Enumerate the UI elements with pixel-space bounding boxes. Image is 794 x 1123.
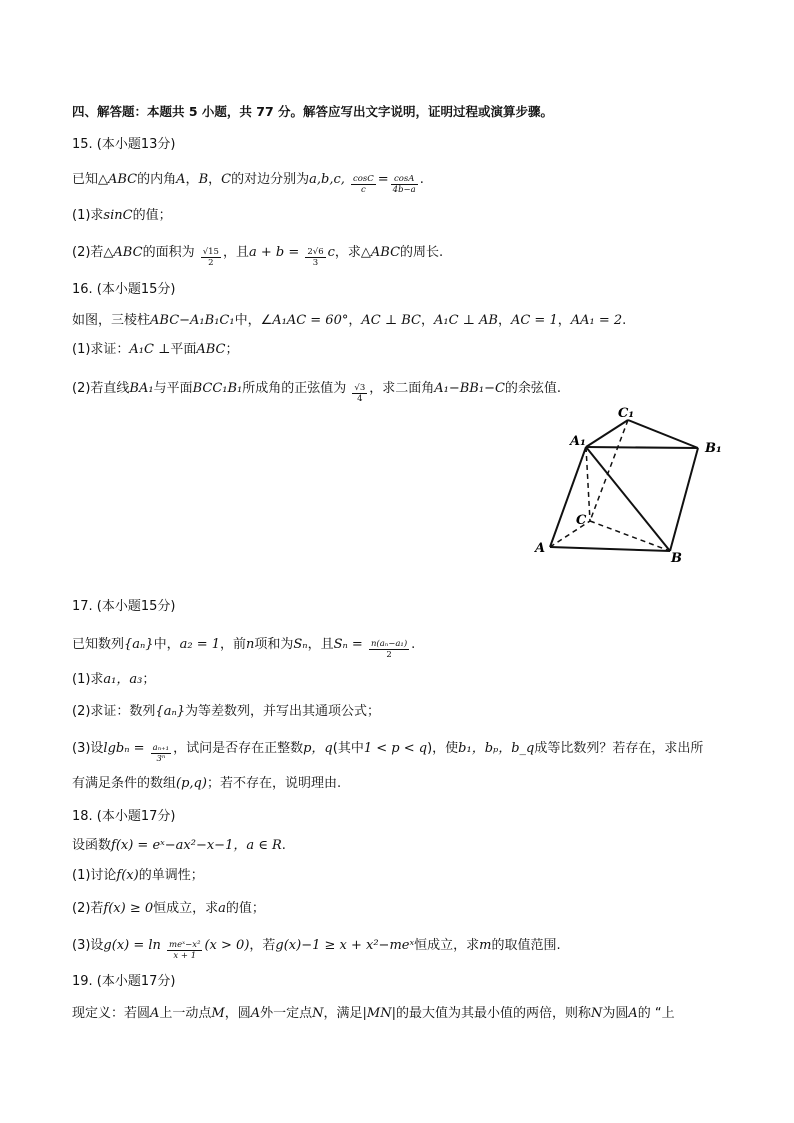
label-c1: C₁ (618, 406, 635, 421)
label-a1: A₁ (570, 434, 586, 449)
q18-heading: 18. (本小题17分) (72, 809, 176, 824)
fraction-area: $\frac{√15}{2}$ (202, 247, 219, 268)
fraction-sqrt3-over-4: $\frac{√3}{4}$ (354, 383, 366, 404)
q17-heading: 17. (本小题15分) (72, 599, 176, 614)
edge-c1-c (590, 420, 628, 521)
label-a: A (535, 541, 546, 556)
edge-b1-b (670, 448, 698, 551)
q15-heading: 15. (本小题13分) (72, 137, 176, 152)
q18-stem: 设函数f(x) = eˣ−ax²−x−1，a ∈ R. (72, 838, 286, 853)
edge-a1-a (550, 447, 586, 547)
q16-part2: (2)若直线BA₁与平面BCC₁B₁所成角的正弦值为 $\frac{√3}{4}$ ，求二面角A₁−BB₁−C的余弦值. (72, 381, 562, 404)
q18-part3: (3)设g(x) = ln $\frac{\text{meˣ−x²}}{x + 1}$ (x > 0)，若g(x)−1 ≥ x + x²−meˣ恒成立，求m的取值范围. (72, 938, 561, 961)
q19-stem: 现定义：若圆A上一动点M，圆A外一定点N，满足|MN|的最大值为其最小值的两倍，则称N为圆A的 “上 (72, 1006, 675, 1021)
q17-part3: (3)设lgbₙ = $\frac{\text{aₙ₊₁}}{\text{3ⁿ}}$ ，试问是否存在正整数p，q(其中1 < p < q)，使b₁，bₚ，b_q成等比数列？若存在，求出所 (72, 741, 704, 764)
label-c: C (576, 513, 587, 528)
label-b1: B₁ (705, 441, 722, 456)
fraction-log-arg: $\frac{\text{meˣ−x²}}{x + 1}$ (169, 940, 201, 961)
q19-heading: 19. (本小题17分) (72, 974, 176, 989)
q17-part2: (2)求证：数列{aₙ}为等差数列，并写出其通项公式； (72, 704, 380, 719)
fraction-cosc-over-c: $\frac{\cos C}{c}$ (353, 174, 374, 195)
q18-part2: (2)若f(x) ≥ 0恒成立，求a的值； (72, 901, 265, 916)
label-b: B (671, 551, 682, 566)
q16-part1: (1)求证：A₁C ⊥平面ABC； (72, 342, 239, 357)
q15-part1: (1)求sinC的值； (72, 208, 172, 223)
q17-part1: (1)求a₁，a₃； (72, 672, 156, 687)
q15-part2: (2)若△ABC的面积为 $\frac{√15}{2}$ ，且a + b = $\frac{2√6}{3}$ c，求△ABC的周长. (72, 245, 444, 268)
q18-part1: (1)讨论f(x)的单调性； (72, 868, 204, 883)
prism-figure (530, 400, 730, 570)
q16-heading: 16. (本小题15分) (72, 282, 176, 297)
q15-stem: 已知△ABC的内角A，B，C的对边分别为a,b,c, $\frac{\cos C}{c}$ = $\frac{\cos A}{4b-a}$ . (72, 172, 424, 195)
edge-a1-c1 (586, 420, 628, 447)
edge-c1-b1 (628, 420, 698, 448)
edge-a-b (550, 547, 670, 551)
fraction-lgbn: $\frac{\text{aₙ₊₁}}{\text{3ⁿ}}$ (152, 743, 170, 764)
fraction-sn: $\frac{\text{n(aₙ−a₁)}}{2}$ (370, 639, 408, 660)
fraction-cosa-over-4b-a: $\frac{\cos A}{4b-a}$ (392, 174, 416, 195)
section-heading: 四、解答题：本题共 5 小题，共 77 分。解答应写出文字说明，证明过程或演算步骤。 (72, 104, 554, 119)
q16-stem: 如图，三棱柱ABC−A₁B₁C₁中，∠A₁AC = 60°，AC ⊥ BC，A₁C ⊥ AB，AC = 1，AA₁ = 2. (72, 313, 627, 328)
fraction-2sqrt6-over-3: $\frac{2√6}{3}$ (307, 247, 324, 268)
q17-part3-cont: 有满足条件的数组(p,q)；若不存在，说明理由. (72, 776, 342, 791)
edge-a1-c (586, 447, 590, 521)
q17-stem: 已知数列{aₙ}中，a₂ = 1，前n项和为Sₙ，且Sₙ = $\frac{\text{n(aₙ−a₁)}}{2}$ . (72, 637, 416, 660)
edge-a1-b1 (586, 447, 698, 448)
